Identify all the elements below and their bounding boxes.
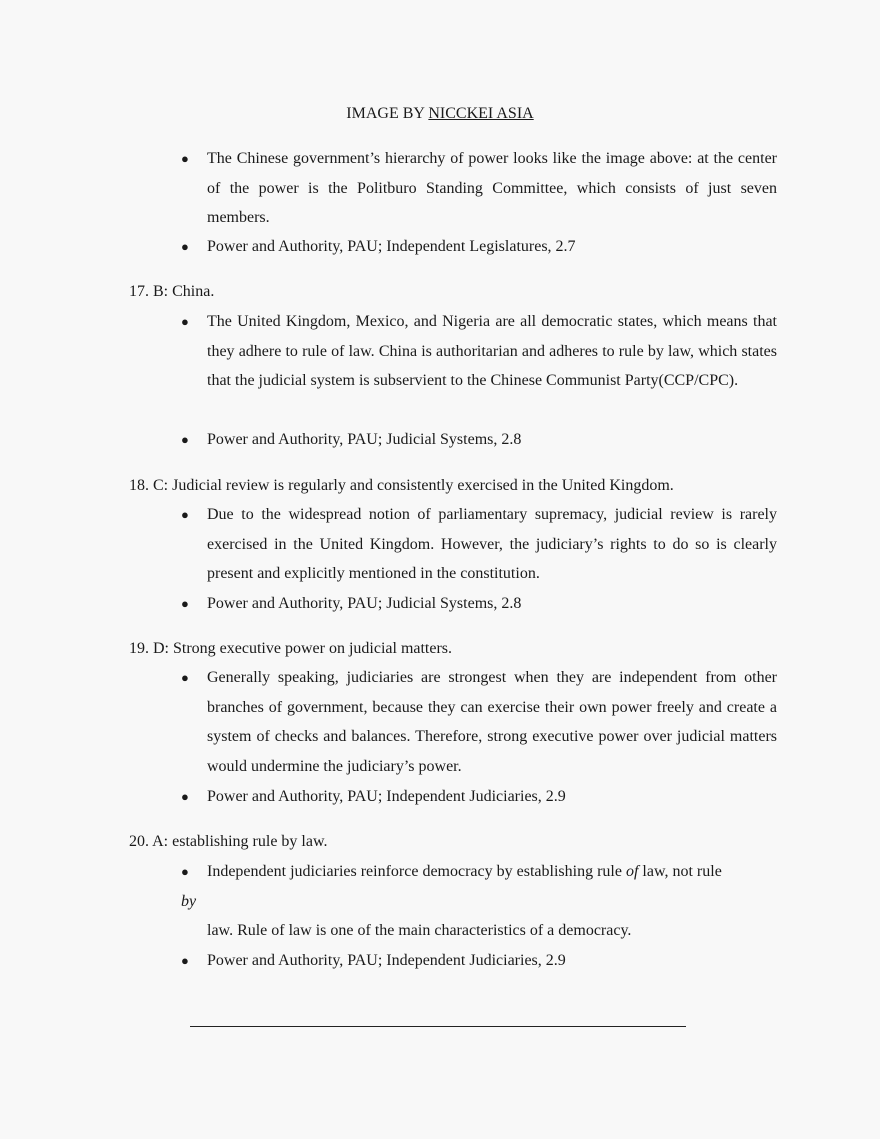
bullet-dot: ●: [181, 507, 189, 522]
bullet-dot: ●: [181, 670, 189, 685]
bullet-dot: ●: [181, 596, 189, 611]
q20-heading: 20. A: establishing rule by law.: [129, 833, 328, 850]
caption-source-link[interactable]: NICCKEI ASIA: [428, 105, 534, 122]
image-caption: [0, 104, 880, 124]
bullet-dot: ●: [181, 314, 189, 329]
bullet-dot: ●: [181, 151, 189, 166]
q19-bullet-explanation: Generally speaking, judiciaries are strongest when they are independent from other branches of government, because they can exercise their own power freely and create a system of checks and balances. Therefore, strong executive power over judicial matters would undermine the judiciary’s power.: [207, 669, 777, 775]
q16-bullet-reference: Power and Authority, PAU; Independent Legislatures, 2.7: [207, 238, 576, 255]
footnote-divider: [190, 1026, 686, 1027]
q20-bullet-continuation: law. Rule of law is one of the main characteristics of a democracy.: [207, 922, 632, 939]
q20-bullet-text-b: law, not rule: [638, 863, 722, 880]
bullet-dot: ●: [181, 864, 189, 879]
q18-heading: 18. C: Judicial review is regularly and consistently exercised in the United Kingdom.: [129, 477, 674, 494]
bullet-dot: ●: [181, 789, 189, 804]
q20-emphasis-by: by: [181, 893, 197, 910]
q17-heading: 17. B: China.: [129, 283, 215, 300]
q18-bullet-reference: Power and Authority, PAU; Judicial Systems, 2.8: [207, 595, 522, 612]
q17-bullet-reference: Power and Authority, PAU; Judicial Systems, 2.8: [207, 431, 522, 448]
q20-emphasis-of: of: [625, 863, 639, 880]
q17-bullet-explanation: The United Kingdom, Mexico, and Nigeria are all democratic states, which means that they adhere to rule of law. China is authoritarian and adheres to rule by law, which states that the judicial system is subservient to the Chinese Communist Party(CCP/CPC).: [207, 313, 777, 390]
caption-prefix: IMAGE BY: [346, 105, 429, 122]
q19-heading: 19. D: Strong executive power on judicial matters.: [129, 640, 453, 657]
q20-bullet-text-a: Independent judiciaries reinforce democracy by establishing rule: [207, 863, 626, 880]
q20-bullet-explanation: [207, 857, 777, 887]
bullet-dot: ●: [181, 239, 189, 254]
bullet-dot: ●: [181, 953, 189, 968]
bullet-dot: ●: [181, 432, 189, 447]
q19-bullet-reference: Power and Authority, PAU; Independent Judiciaries, 2.9: [207, 788, 566, 805]
q18-bullet-explanation: Due to the widespread notion of parliamentary supremacy, judicial review is rarely exercised in the United Kingdom. However, the judiciary’s rights to do so is clearly present and explicitly mentioned in the constitution.: [207, 506, 777, 583]
q20-bullet-reference: Power and Authority, PAU; Independent Judiciaries, 2.9: [207, 952, 566, 969]
q16-bullet-explanation: The Chinese government’s hierarchy of power looks like the image above: at the center of the power is the Politburo Standing Committee, which consists of just seven members.: [207, 150, 777, 227]
